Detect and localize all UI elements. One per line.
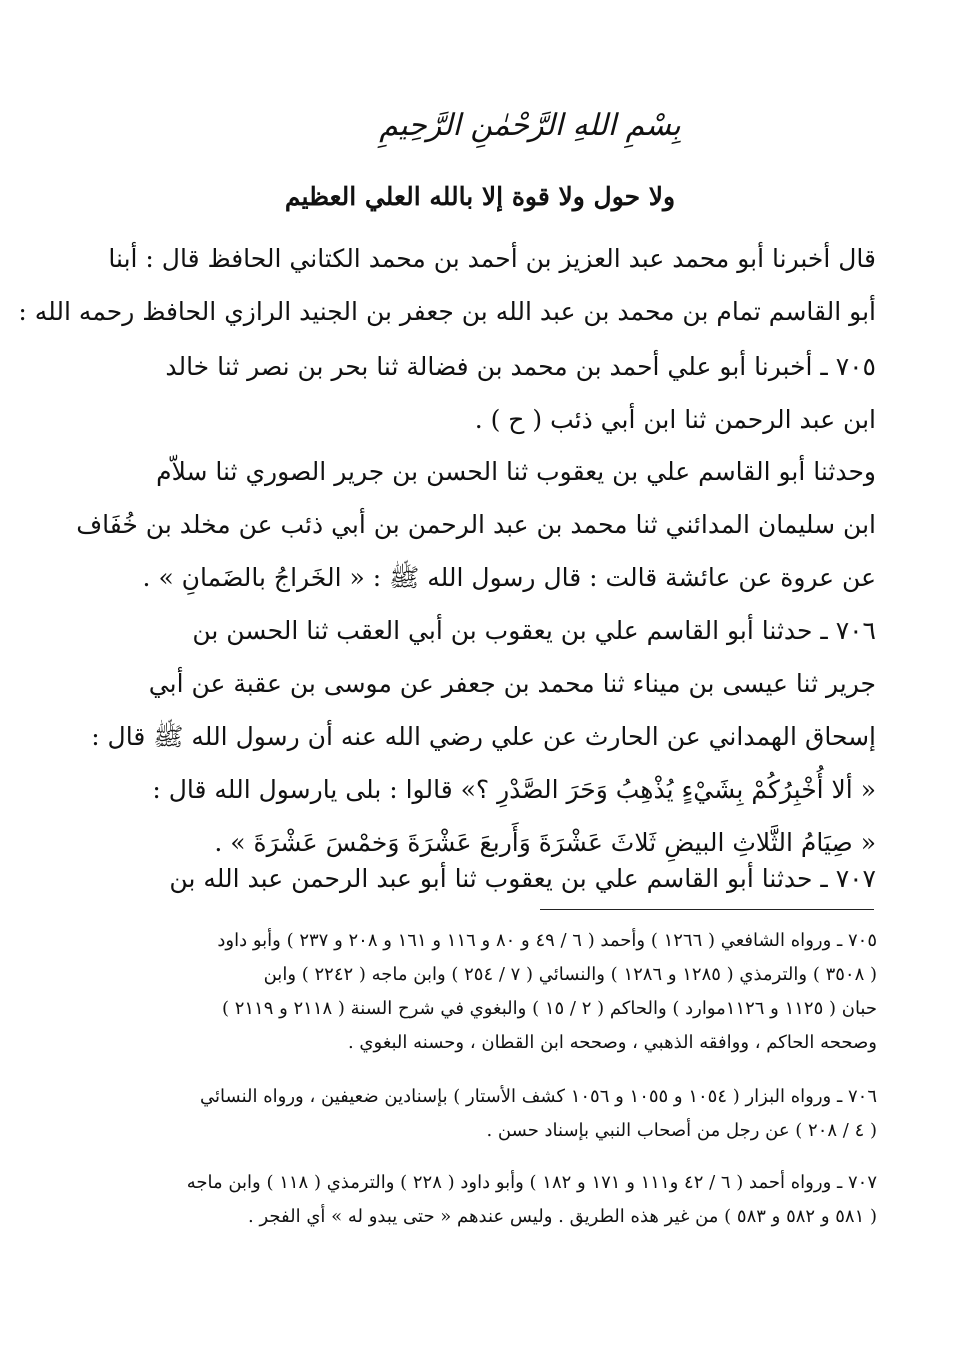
footnote-705 bbox=[165, 924, 877, 1060]
hadith-705 bbox=[165, 340, 876, 446]
footnote-line: وصححه الحاكم ، ووافقه الذهبي ، وصححه ابن القطان ، وحسنه البغوي . bbox=[347, 1032, 877, 1053]
hadith-706 bbox=[91, 604, 876, 869]
text-line: ابن عبد الرحمن ثنا ابن أبي ذئب ( ح ) . bbox=[474, 405, 876, 434]
footnote-line: ٧٠٧ ـ ورواه أحمد ( ٦ / ٤٢ و١١١ و ١٧١ و ١٨٢ ) وأبو داود ( ٢٢٨ ) والترمذي ( ١١٨ ) وابن ماجه bbox=[186, 1172, 877, 1193]
text-line: ابن سليمان المدائني ثنا محمد بن عبد الرحمن بن أبي ذئب عن مخلد بن خُفَاف bbox=[76, 510, 876, 539]
text-line: جرير ثنا عيسى بن ميناء ثنا محمد بن جعفر عن موسى بن عقبة عن أبي bbox=[148, 669, 876, 698]
text-line: أبو القاسم تمام بن محمد بن عبد الله بن جعفر بن الجنيد الرازي الحافظ رحمه الله : bbox=[18, 297, 876, 326]
text-line: « صِيَامُ الثَّلاثِ البيضِ ثَلاثَ عَشْرَةَ وَأَربعَ عَشْرَةَ وَخمْسَ عَشْرَةَ » . bbox=[214, 828, 876, 857]
basmala-calligraphy: بِسْمِ اللهِ الرَّحْمٰنِ الرَّحِيمِ bbox=[379, 108, 681, 143]
text-line: ٧٠٥ ـ أخبرنا أبو علي أحمد بن محمد بن فضالة ثنا بحر بن نصر ثنا خالد bbox=[165, 352, 876, 381]
footnote-line: ( ٥٨١ و ٥٨٢ و ٥٨٣ ) من غير هذه الطريق . وليس عندهم « حتى يبدو له » أي الفجر . bbox=[248, 1206, 877, 1227]
hadith-705-second-chain bbox=[76, 445, 876, 604]
text-line: عن عروة عن عائشة قالت : قال رسول الله ﷺ : « الخَراجُ بالضَمانِ » . bbox=[142, 563, 876, 592]
footnote-line: حبان ( ١١٢٥ و ١١٢٦موارد ) والحاكم ( ٢ / ١٥ ) والبغوي في شرح السنة ( ٢١١٨ و ٢١١٩ ) bbox=[221, 998, 877, 1019]
footnote-707 bbox=[165, 1166, 877, 1234]
text-line: وحدثنا أبو القاسم علي بن يعقوب ثنا الحسن بن جرير الصوري ثنا سلاّم bbox=[156, 457, 876, 486]
text-line: إسحاق الهمداني عن الحارث عن علي رضي الله عنه أن رسول الله ﷺ قال : bbox=[91, 722, 876, 751]
text-line: قال أخبرنا أبو محمد عبد العزيز بن أحمد بن محمد الكتاني الحافظ قال : أبنا bbox=[108, 244, 876, 273]
hadith-707 bbox=[170, 852, 876, 905]
footnote-706 bbox=[165, 1080, 877, 1148]
footnote-line: ( ٤ / ٢٠٨ ) عن رجل من أصحاب النبي بإسناد حسن . bbox=[486, 1120, 877, 1141]
text-line: « ألا أُخْبِرُكُمْ بِشَيْءٍ يُذْهِبُ وَحَرَ الصَّدْرِ ؟» قالوا : بلى يارسول الله قال : bbox=[152, 775, 876, 804]
footnote-line: ( ٣٥٠٨ ) والترمذي ( ١٢٨٥ و ١٢٨٦ ) والنسائي ( ٧ / ٢٥٤ ) وابن ماجه ( ٢٢٤٢ ) وابن bbox=[263, 964, 877, 985]
text-line: ٧٠٦ ـ حدثنا أبو القاسم علي بن يعقوب بن أبي العقب ثنا الحسن بن bbox=[192, 616, 876, 645]
text-line: ٧٠٧ ـ حدثنا أبو القاسم علي بن يعقوب ثنا أبو عبد الرحمن عبد الله بن bbox=[169, 864, 876, 893]
footnote-line: ٧٠٦ ـ ورواه البزار ( ١٠٥٤ و ١٠٥٥ و ١٠٥٦ كشف الأستار ) بإسنادين ضعيفين ، ورواه النسائي bbox=[200, 1086, 877, 1107]
footnote-separator bbox=[540, 909, 874, 910]
footnote-line: ٧٠٥ ـ ورواه الشافعي ( ١٢٦٦ ) وأحمد ( ٦ / ٤٩ و ٨٠ و ١١٦ و ١٦١ و ٢٠٨ و ٢٣٧ ) وأبو داود bbox=[217, 930, 877, 951]
intro-paragraph bbox=[18, 232, 876, 338]
page-subtitle: ولا حول ولا قوة إلا بالله العلي العظيم bbox=[284, 182, 676, 211]
